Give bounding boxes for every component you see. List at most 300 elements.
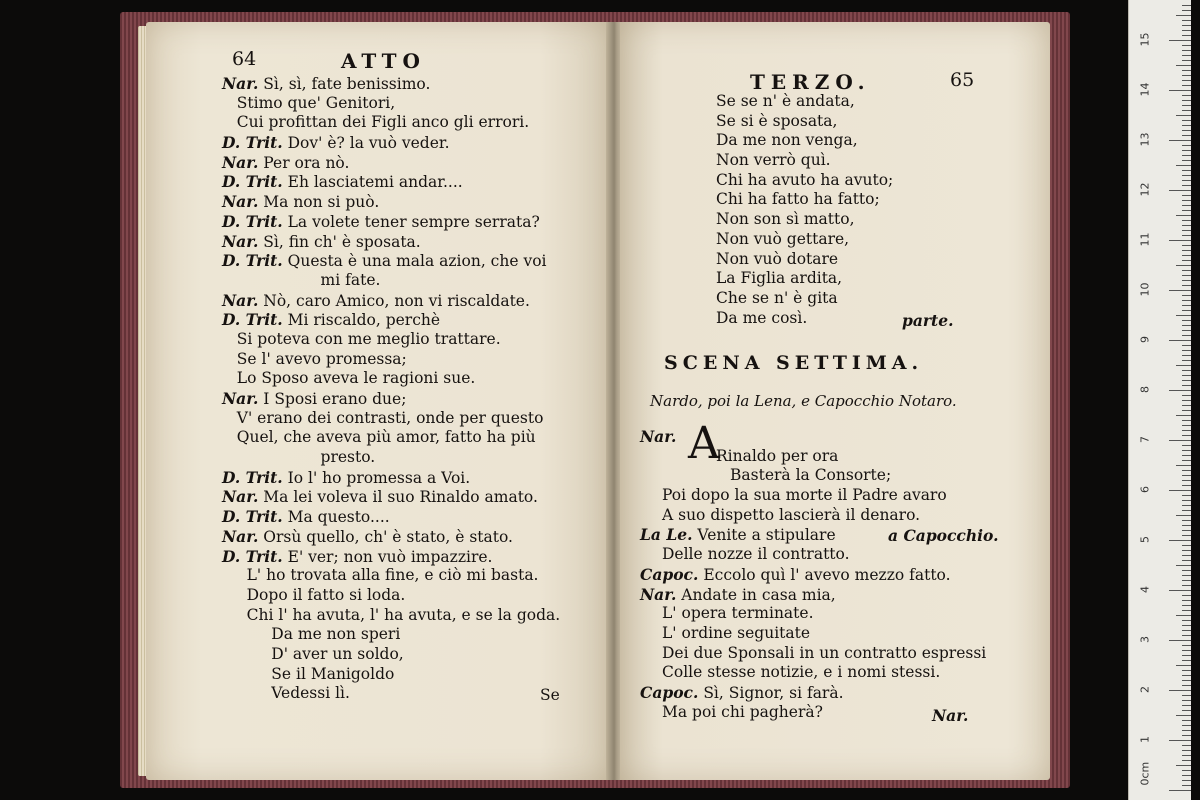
ruler-tick: [1169, 290, 1191, 291]
text-line: [640, 663, 986, 683]
speaker-label: Nar.: [640, 584, 677, 604]
speaker-label: D. Trit.: [222, 211, 283, 231]
ruler-tick: [1176, 615, 1191, 616]
ruler-tick: [1182, 650, 1191, 651]
left-catchword: Se: [540, 686, 560, 704]
ruler-tick: [1182, 85, 1191, 86]
ruler-tick: [1182, 445, 1191, 446]
speaker-label: D. Trit.: [222, 251, 283, 271]
ruler-tick: [1182, 760, 1191, 761]
ruler-tick: [1176, 565, 1191, 566]
ruler-tick: [1182, 570, 1191, 571]
ruler-tick: [1182, 420, 1191, 421]
verse-line: Che se n' è gita: [716, 288, 838, 307]
ruler-tick: [1182, 110, 1191, 111]
ruler-tick: [1182, 170, 1191, 171]
line-text: Ma lei voleva il suo Rinaldo amato.: [258, 488, 538, 507]
text-line: [640, 585, 986, 605]
line-text: Da me non speri: [222, 625, 401, 644]
line-text: Io l' ho promessa a Voi.: [282, 468, 471, 487]
speaker-label: Nar.: [222, 152, 259, 172]
ruler-tick: [1182, 755, 1191, 756]
ruler-tick: [1182, 280, 1191, 281]
ruler-number: 5: [1138, 536, 1152, 543]
ruler-tick: [1182, 80, 1191, 81]
ruler-tick: [1182, 155, 1191, 156]
speaker-label: Nar.: [222, 290, 259, 310]
text-line: [222, 684, 560, 704]
ruler-tick: [1182, 455, 1191, 456]
left-page-number: 64: [232, 48, 257, 70]
ruler-number: 15: [1138, 32, 1152, 47]
right-dialogue-block: [640, 427, 986, 722]
ruler-tick: [1169, 640, 1191, 641]
text-line: [640, 683, 986, 703]
line-text: Andate in casa mia,: [676, 585, 836, 604]
line-text: Orsù quello, ch' è stato, è stato.: [258, 527, 513, 546]
text-line: [222, 625, 560, 645]
ruler-number: 3: [1138, 636, 1152, 643]
line-text: I Sposi erano due;: [258, 390, 407, 408]
ruler-tick: [1182, 60, 1191, 61]
ruler-tick: [1182, 530, 1191, 531]
speaker-label: Nar.: [222, 74, 259, 93]
verse-line: La Figlia ardita,: [716, 269, 843, 288]
ruler-tick: [1182, 500, 1191, 501]
line-text: Stimo que' Genitori,: [222, 93, 396, 112]
verse-line: Non vuò gettare,: [716, 229, 850, 248]
ruler-tick: [1182, 575, 1191, 576]
ruler-tick: [1176, 115, 1191, 116]
text-line: [640, 506, 986, 526]
line-text: Venite a stipulare: [692, 526, 836, 545]
ruler-tick: [1182, 450, 1191, 451]
ruler-tick: [1182, 610, 1191, 611]
line-text: Poi dopo la sua morte il Padre avaro: [662, 486, 947, 505]
right-page: [620, 22, 1050, 780]
speaker-label: D. Trit.: [222, 507, 283, 527]
ruler-tick: [1182, 485, 1191, 486]
text-line: [222, 153, 560, 173]
ruler-tick: [1182, 305, 1191, 306]
line-text: Sì, fin ch' è sposata.: [258, 232, 421, 251]
ruler-tick: [1182, 785, 1191, 786]
ruler-tick: [1182, 195, 1191, 196]
line-text: Quel, che aveva più amor, fatto ha più: [222, 428, 536, 447]
ruler-tick: [1169, 540, 1191, 541]
ruler-tick: [1182, 695, 1191, 696]
ruler-tick: [1182, 105, 1191, 106]
text-line: [222, 172, 560, 192]
text-line: [222, 448, 560, 468]
ruler-tick: [1169, 140, 1191, 141]
ruler-tick: [1182, 230, 1191, 231]
ruler-tick: [1176, 15, 1191, 16]
speaker-label: D. Trit.: [222, 172, 283, 192]
ruler-tick: [1182, 285, 1191, 286]
ruler-tick: [1182, 475, 1191, 476]
ruler-tick: [1182, 10, 1191, 11]
text-line: [222, 94, 560, 114]
measurement-ruler: [1128, 0, 1191, 800]
text-line: [222, 547, 560, 567]
ruler-tick: [1182, 130, 1191, 131]
text-line: [222, 665, 560, 685]
speaker-label: D. Trit.: [222, 133, 283, 153]
verse-line: Non son sì matto,: [716, 210, 855, 229]
ruler-tick: [1169, 590, 1191, 591]
ruler-tick: [1182, 345, 1191, 346]
line-text: Rinaldo per ora: [716, 446, 839, 465]
ruler-number: 6: [1138, 486, 1152, 493]
ruler-number: 14: [1138, 82, 1152, 97]
speaker-label: D. Trit.: [222, 546, 283, 566]
speaker-label: D. Trit.: [222, 467, 283, 487]
text-line: [222, 133, 560, 153]
speaker-label: Capoc.: [640, 564, 699, 584]
ruler-tick: [1182, 520, 1191, 521]
ruler-tick: [1182, 310, 1191, 311]
ruler-number: 8: [1138, 386, 1152, 393]
ruler-tick: [1182, 775, 1191, 776]
line-text: Ma poi chi pagherà?: [662, 702, 823, 721]
ruler-tick: [1176, 165, 1191, 166]
verse-line: Chi ha fatto ha fatto;: [716, 190, 880, 209]
left-running-header: ATTO: [341, 49, 426, 73]
verse-line: Da me così.: [716, 308, 808, 327]
text-line: [640, 427, 986, 447]
text-line: [222, 212, 560, 232]
ruler-tick: [1182, 100, 1191, 101]
ruler-tick: [1182, 45, 1191, 46]
ruler-tick: [1176, 415, 1191, 416]
ruler-tick: [1182, 630, 1191, 631]
text-line: [640, 624, 986, 644]
right-page-number: 65: [950, 69, 975, 91]
ruler-tick: [1182, 300, 1191, 301]
line-text: Per ora nò.: [258, 153, 350, 172]
verse-line: Non vuò dotare: [716, 249, 839, 268]
ruler-number: 4: [1138, 586, 1152, 593]
line-text: Sì, sì, fate benissimo.: [258, 75, 431, 93]
ruler-tick: [1182, 550, 1191, 551]
ruler-tick: [1182, 350, 1191, 351]
text-line: [640, 486, 986, 506]
ruler-tick: [1182, 680, 1191, 681]
ruler-tick: [1182, 255, 1191, 256]
text-line: [222, 251, 560, 271]
text-line: [640, 644, 986, 664]
ruler-tick: [1182, 545, 1191, 546]
ruler-tick: [1182, 645, 1191, 646]
ruler-tick: [1182, 510, 1191, 511]
line-text: Ma questo....: [282, 508, 390, 527]
line-text: Vedessi lì.: [222, 684, 350, 703]
ruler-tick: [1169, 340, 1191, 341]
ruler-tick: [1182, 145, 1191, 146]
ruler-tick: [1182, 730, 1191, 731]
text-line: [222, 428, 560, 448]
ruler-tick: [1169, 690, 1191, 691]
line-text: Dei due Sponsali in un contratto espressi: [662, 643, 987, 662]
text-line: [222, 369, 560, 389]
ruler-tick: [1182, 385, 1191, 386]
ruler-tick: [1182, 125, 1191, 126]
ruler-tick: [1182, 580, 1191, 581]
ruler-number: 13: [1138, 132, 1152, 147]
stage-direction-exit: parte.: [902, 311, 954, 330]
text-line: [222, 310, 560, 330]
ruler-tick: [1176, 715, 1191, 716]
line-text: Eh lasciatemi andar....: [282, 173, 463, 192]
line-text: Cui profittan dei Figli anco gli errori.: [222, 113, 530, 132]
ruler-tick: [1182, 400, 1191, 401]
line-text: Colle stesse notizie, e i nomi stessi.: [662, 663, 941, 682]
ruler-tick: [1182, 670, 1191, 671]
text-line: [640, 447, 986, 467]
book-cover: [120, 12, 1070, 788]
ruler-tick: [1176, 515, 1191, 516]
ruler-tick: [1169, 390, 1191, 391]
stage-direction-aside: a Capocchio.: [888, 526, 999, 545]
ruler-tick: [1182, 375, 1191, 376]
text-line: [222, 586, 560, 606]
ruler-tick: [1182, 745, 1191, 746]
ruler-tick: [1182, 735, 1191, 736]
speaker-label: Nar.: [222, 389, 259, 408]
ruler-tick: [1176, 365, 1191, 366]
speaker-label: D. Trit.: [222, 310, 283, 330]
ruler-tick: [1182, 295, 1191, 296]
line-text: D' aver un soldo,: [222, 644, 404, 663]
line-text: Basterà la Consorte;: [730, 466, 892, 485]
ruler-tick: [1176, 315, 1191, 316]
speaker-label: Nar.: [222, 526, 259, 546]
scene-subtitle: Nardo, poi la Lena, e Capocchio Notaro.: [650, 392, 957, 410]
ruler-tick: [1176, 65, 1191, 66]
ruler-tick: [1182, 595, 1191, 596]
ruler-tick: [1182, 395, 1191, 396]
text-line: [222, 645, 560, 665]
ruler-tick: [1182, 320, 1191, 321]
ruler-tick: [1182, 685, 1191, 686]
ruler-tick: [1182, 185, 1191, 186]
line-text: Ma non si può.: [258, 193, 380, 212]
line-text: Nò, caro Amico, non vi riscaldate.: [258, 291, 530, 310]
text-line: [222, 192, 560, 212]
ruler-tick: [1182, 275, 1191, 276]
ruler-number: 7: [1138, 436, 1152, 443]
scene-title: SCENA SETTIMA.: [664, 352, 924, 374]
ruler-tick: [1182, 725, 1191, 726]
ruler-tick: [1182, 720, 1191, 721]
ruler-tick: [1182, 180, 1191, 181]
ruler-tick: [1169, 90, 1191, 91]
ruler-tick: [1182, 250, 1191, 251]
line-text: Chi l' ha avuta, l' ha avuta, e se la goda.: [222, 605, 561, 624]
line-text: Dov' è? la vuò veder.: [282, 134, 450, 153]
line-text: Dopo il fatto si loda.: [222, 585, 406, 604]
ruler-tick: [1169, 490, 1191, 491]
ruler-tick: [1182, 505, 1191, 506]
ruler-tick: [1182, 585, 1191, 586]
text-line: [640, 565, 986, 585]
ruler-tick: [1182, 495, 1191, 496]
text-line: [222, 507, 560, 527]
text-line: [640, 604, 986, 624]
ruler-tick: [1182, 655, 1191, 656]
ruler-number: 0cm: [1138, 761, 1152, 786]
ruler-tick: [1182, 135, 1191, 136]
verse-line: Non verrò quì.: [716, 151, 831, 170]
line-text: Se il Manigoldo: [222, 664, 395, 683]
drop-capital: A: [688, 418, 720, 469]
line-text: Mi riscaldo, perchè: [282, 311, 441, 330]
ruler-tick: [1182, 120, 1191, 121]
ruler-tick: [1182, 330, 1191, 331]
ruler-tick: [1182, 355, 1191, 356]
right-verse-block: [716, 92, 893, 328]
ruler-tick: [1169, 790, 1191, 791]
ruler-tick: [1182, 30, 1191, 31]
ruler-tick: [1182, 35, 1191, 36]
ruler-tick: [1182, 710, 1191, 711]
verse-line: Se si è sposata,: [716, 111, 838, 130]
ruler-tick: [1182, 620, 1191, 621]
ruler-tick: [1182, 635, 1191, 636]
ruler-tick: [1182, 75, 1191, 76]
ruler-tick: [1169, 740, 1191, 741]
line-text: L' ordine seguitate: [662, 623, 811, 642]
text-line: [640, 545, 986, 565]
ruler-tick: [1182, 605, 1191, 606]
line-text: mi fate.: [222, 270, 381, 289]
ruler-tick: [1176, 765, 1191, 766]
line-text: A suo dispetto lascierà il denaro.: [662, 505, 921, 524]
right-running-header: TERZO.: [750, 70, 871, 94]
ruler-number: 12: [1138, 182, 1152, 197]
ruler-tick: [1182, 700, 1191, 701]
ruler-tick: [1182, 370, 1191, 371]
ruler-tick: [1176, 465, 1191, 466]
ruler-tick: [1182, 470, 1191, 471]
line-text: presto.: [222, 448, 376, 467]
text-line: [222, 74, 560, 94]
text-line: [222, 606, 560, 626]
speaker-label: Capoc.: [640, 682, 699, 702]
ruler-tick: [1182, 55, 1191, 56]
text-line: [222, 409, 560, 429]
ruler-tick: [1182, 460, 1191, 461]
text-line: [222, 527, 560, 547]
line-text: E' ver; non vuò impazzire.: [282, 547, 493, 566]
ruler-tick: [1182, 360, 1191, 361]
ruler-number: 10: [1138, 282, 1152, 297]
verse-line: Da me non venga,: [716, 131, 858, 150]
ruler-tick: [1182, 210, 1191, 211]
ruler-tick: [1176, 215, 1191, 216]
line-text: Delle nozze il contratto.: [662, 545, 850, 564]
speaker-label: Nar.: [222, 192, 259, 212]
ruler-tick: [1182, 480, 1191, 481]
ruler-tick: [1182, 770, 1191, 771]
ruler-tick: [1169, 440, 1191, 441]
ruler-tick: [1182, 660, 1191, 661]
ruler-tick: [1182, 405, 1191, 406]
speaker-label: Nar.: [640, 427, 677, 446]
speaker-label: Nar.: [222, 231, 259, 251]
ruler-tick: [1182, 25, 1191, 26]
line-text: Eccolo quì l' avevo mezzo fatto.: [698, 565, 951, 584]
line-text: Se l' avevo promessa;: [222, 349, 407, 368]
ruler-tick: [1176, 665, 1191, 666]
ruler-tick: [1182, 225, 1191, 226]
text-line: [222, 232, 560, 252]
ruler-tick: [1182, 555, 1191, 556]
text-line: [640, 466, 986, 486]
ruler-tick: [1182, 245, 1191, 246]
ruler-tick: [1182, 525, 1191, 526]
text-line: [222, 291, 560, 311]
ruler-tick: [1176, 265, 1191, 266]
ruler-tick: [1182, 20, 1191, 21]
text-line: [222, 350, 560, 370]
verse-line: Chi ha avuto ha avuto;: [716, 170, 894, 189]
ruler-tick: [1182, 705, 1191, 706]
line-text: Lo Sposo aveva le ragioni sue.: [222, 369, 476, 388]
ruler-tick: [1182, 5, 1191, 6]
ruler-tick: [1182, 175, 1191, 176]
line-text: Questa è una mala azion, che voi: [282, 252, 547, 271]
ruler-tick: [1182, 750, 1191, 751]
ruler-tick: [1169, 190, 1191, 191]
line-text: L' opera terminate.: [662, 604, 814, 623]
ruler-tick: [1182, 200, 1191, 201]
ruler-tick: [1182, 270, 1191, 271]
ruler-tick: [1182, 150, 1191, 151]
ruler-tick: [1182, 625, 1191, 626]
left-text-block: [222, 74, 560, 704]
ruler-tick: [1182, 235, 1191, 236]
ruler-tick: [1169, 40, 1191, 41]
line-text: Si poteva con me meglio trattare.: [222, 329, 501, 348]
ruler-tick: [1182, 380, 1191, 381]
ruler-tick: [1182, 260, 1191, 261]
text-line: [222, 487, 560, 507]
ruler-tick: [1169, 240, 1191, 241]
ruler-tick: [1182, 560, 1191, 561]
ruler-tick: [1182, 675, 1191, 676]
text-line: [222, 271, 560, 291]
left-page: [146, 22, 610, 780]
line-text: L' ho trovata alla fine, e ciò mi basta.: [222, 566, 539, 585]
ruler-tick: [1182, 95, 1191, 96]
text-line: [222, 113, 560, 133]
speaker-label: Nar.: [222, 487, 259, 507]
ruler-number: 11: [1138, 232, 1152, 247]
ruler-tick: [1182, 205, 1191, 206]
ruler-tick: [1182, 425, 1191, 426]
right-catchword: Nar.: [932, 706, 969, 725]
ruler-number: 9: [1138, 336, 1152, 343]
speaker-label: La Le.: [640, 525, 693, 545]
ruler-tick: [1182, 325, 1191, 326]
ruler-tick: [1182, 430, 1191, 431]
ruler-tick: [1182, 160, 1191, 161]
ruler-tick: [1182, 435, 1191, 436]
line-text: Sì, Signor, si farà.: [698, 683, 844, 702]
ruler-tick: [1182, 410, 1191, 411]
